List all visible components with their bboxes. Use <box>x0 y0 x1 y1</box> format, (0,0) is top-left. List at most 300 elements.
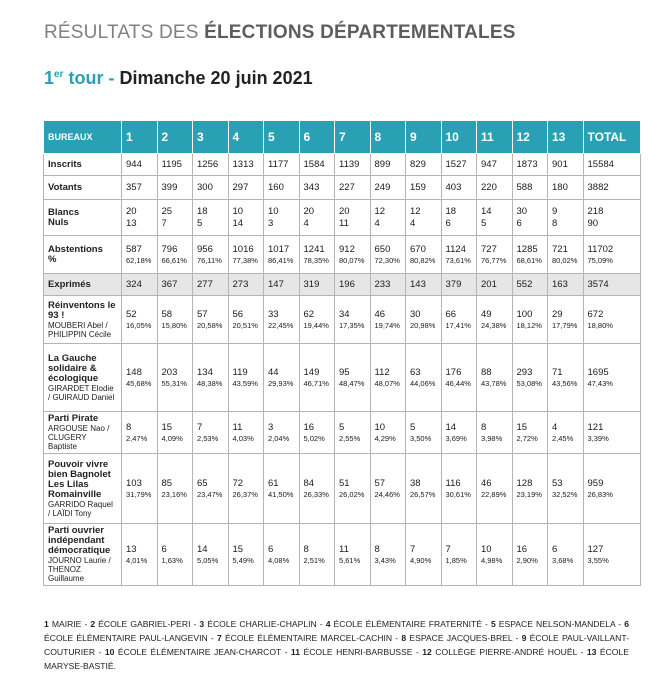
cell-percent: 24,38% <box>481 320 507 330</box>
cell-value: 672 <box>587 308 604 320</box>
cell-percent: 2,53% <box>197 433 219 443</box>
table-cell <box>193 176 229 200</box>
cell-value: 58 <box>161 308 173 320</box>
cell-value-secondary: 4 <box>303 217 309 229</box>
table-cell <box>228 296 264 344</box>
cell-percent: 26,02% <box>339 489 365 499</box>
table-cell <box>157 296 193 344</box>
cell-value-secondary: 3 <box>268 217 274 229</box>
table-cell <box>157 344 193 412</box>
table-cell <box>406 524 442 586</box>
tour-label: 1er tour - <box>44 68 115 88</box>
cell-percent: 19,74% <box>374 320 400 330</box>
cell-value: 1124 <box>445 243 466 255</box>
cell-value-secondary: 11 <box>339 217 349 229</box>
table-cell <box>548 200 584 236</box>
table-cell <box>441 412 477 454</box>
row-label-text: Abstentions <box>48 243 103 255</box>
cell-value: 399 <box>161 181 178 193</box>
table-cell <box>583 344 640 412</box>
cell-value-secondary: 6 <box>516 217 522 229</box>
table-row <box>44 236 641 274</box>
cell-percent: 66,61% <box>161 255 187 265</box>
cell-value: 233 <box>374 278 391 290</box>
cell-percent: 43,59% <box>232 378 258 388</box>
cell-value: 128 <box>516 477 533 489</box>
cell-value: 4 <box>552 421 558 433</box>
column-header-bureau: 13 <box>548 121 584 154</box>
cell-value: 163 <box>552 278 568 290</box>
table-cell <box>299 274 335 296</box>
cell-value: 7 <box>410 543 416 555</box>
cell-percent: 3,43% <box>374 555 396 565</box>
cell-value: 1256 <box>197 158 219 170</box>
cell-value: 33 <box>268 308 279 320</box>
cell-value: 14 <box>197 543 208 555</box>
cell-value: 34 <box>339 308 350 320</box>
table-cell <box>335 454 371 524</box>
table-cell <box>193 200 229 236</box>
row-label <box>44 524 122 586</box>
table-cell <box>477 274 513 296</box>
column-header-bureau: 9 <box>406 121 442 154</box>
cell-value: 273 <box>232 278 249 290</box>
cell-value: 912 <box>339 243 355 255</box>
cell-percent: 44,06% <box>410 378 436 388</box>
cell-percent: 4,08% <box>268 555 290 565</box>
cell-percent: 2,04% <box>268 433 290 443</box>
row-label-secondary: % <box>48 253 57 265</box>
cell-percent: 80,07% <box>339 255 365 265</box>
table-cell <box>583 176 640 200</box>
table-body <box>44 154 641 586</box>
cell-value: 3 <box>268 421 274 433</box>
table-cell <box>122 200 158 236</box>
table-cell <box>512 412 548 454</box>
cell-value: 72 <box>232 477 244 489</box>
legend-number: 3 <box>199 619 205 629</box>
table-cell <box>122 154 158 176</box>
row-label-text: Blancs <box>48 206 80 218</box>
table-cell <box>335 236 371 274</box>
table-cell <box>370 296 406 344</box>
column-header-bureau: 4 <box>228 121 264 154</box>
cell-value: 1527 <box>445 158 467 170</box>
cell-value: 103 <box>126 477 142 489</box>
cell-percent: 46,71% <box>303 378 329 388</box>
cell-percent: 5,49% <box>232 555 254 565</box>
table-cell <box>299 454 335 524</box>
cell-value: 30 <box>516 205 528 217</box>
table-cell <box>122 236 158 274</box>
table-cell <box>370 454 406 524</box>
table-row <box>44 524 641 586</box>
candidate-names: GARRIDO Raquel / LAÏDI Tony <box>48 499 113 518</box>
title-light: RÉSULTATS DES <box>44 22 199 43</box>
table-cell <box>370 274 406 296</box>
cell-value: 277 <box>197 278 213 290</box>
cell-percent: 86,41% <box>268 255 294 265</box>
legend-number: 4 <box>325 619 331 629</box>
table-cell <box>477 200 513 236</box>
cell-value: 11 <box>232 421 243 433</box>
table-cell <box>193 454 229 524</box>
cell-value: 8 <box>126 421 132 433</box>
table-cell <box>548 274 584 296</box>
row-label <box>44 344 122 412</box>
legend-number: 12 <box>422 647 432 657</box>
column-header-bureau: 2 <box>157 121 193 154</box>
cell-value: 180 <box>552 181 568 193</box>
cell-value: 1313 <box>232 158 254 170</box>
legend-number: 6 <box>624 619 629 629</box>
table-cell <box>193 236 229 274</box>
cell-value: 300 <box>197 181 213 193</box>
cell-percent: 17,35% <box>339 320 365 330</box>
table-cell <box>441 296 477 344</box>
row-label <box>44 176 122 200</box>
cell-value: 1241 <box>303 243 325 255</box>
table-cell <box>299 200 335 236</box>
table-cell <box>441 176 477 200</box>
cell-value: 670 <box>410 243 426 255</box>
cell-value: 148 <box>126 366 142 378</box>
cell-value: 15584 <box>587 158 614 170</box>
cell-percent: 20,58% <box>197 320 223 330</box>
cell-value: 14 <box>445 421 457 433</box>
cell-value-secondary: 14 <box>232 217 244 229</box>
table-cell <box>157 412 193 454</box>
cell-percent: 17,79% <box>552 320 578 330</box>
cell-value: 95 <box>339 366 350 378</box>
table-cell <box>228 176 264 200</box>
table-cell <box>228 454 264 524</box>
cell-percent: 48,07% <box>374 378 400 388</box>
table-cell <box>548 176 584 200</box>
table-cell <box>512 200 548 236</box>
table-cell <box>441 344 477 412</box>
table-row <box>44 344 641 412</box>
table-cell <box>583 236 640 274</box>
cell-value: 1139 <box>339 158 360 170</box>
cell-value-secondary: 5 <box>197 217 203 229</box>
legend-number: 1 <box>44 619 49 629</box>
cell-percent: 47,43% <box>587 378 613 388</box>
table-cell <box>228 524 264 586</box>
cell-percent: 80,02% <box>552 255 578 265</box>
table-cell <box>264 274 300 296</box>
table-cell <box>122 412 158 454</box>
row-label-text: Parti ouvrier indépendant démocratique <box>48 525 111 556</box>
cell-percent: 15,80% <box>161 320 187 330</box>
legend-station-name: ÉCOLE GABRIEL-PERI <box>98 619 191 629</box>
cell-value: 160 <box>268 181 284 193</box>
row-label-text: Exprimés <box>48 278 91 290</box>
table-cell <box>370 176 406 200</box>
cell-value: 3574 <box>587 278 609 290</box>
table-cell <box>157 454 193 524</box>
row-label-secondary: Nuls <box>48 216 69 228</box>
row-label-text: Votants <box>48 181 83 193</box>
cell-percent: 20,51% <box>232 320 258 330</box>
cell-percent: 5,61% <box>339 555 361 565</box>
legend-station-name: ÉCOLE CHARLIE-CHAPLIN <box>207 619 317 629</box>
cell-percent: 48,47% <box>339 378 365 388</box>
cell-value: 901 <box>552 158 568 170</box>
legend-station-name: COLLÈGE PIERRE-ANDRÉ HOUËL <box>435 647 578 657</box>
cell-percent: 48,38% <box>197 378 223 388</box>
cell-value: 134 <box>197 366 213 378</box>
cell-value: 7 <box>197 421 203 433</box>
cell-value: 10 <box>268 205 279 217</box>
legend-station-name: ÉCOLE HENRI-BARBUSSE <box>303 647 413 657</box>
cell-percent: 73,61% <box>445 255 471 265</box>
cell-value-secondary: 4 <box>374 217 380 229</box>
cell-percent: 45,68% <box>126 378 152 388</box>
cell-value: 249 <box>374 181 391 193</box>
table-cell <box>370 236 406 274</box>
table-cell <box>193 274 229 296</box>
cell-value: 1285 <box>516 243 538 255</box>
legend-number: 9 <box>521 633 527 643</box>
cell-value: 20 <box>339 205 350 217</box>
cell-value: 159 <box>410 181 426 193</box>
table-cell <box>264 412 300 454</box>
cell-value: 16 <box>303 421 315 433</box>
column-header-bureau: 10 <box>441 121 477 154</box>
cell-value: 1584 <box>303 158 325 170</box>
cell-value: 218 <box>587 205 604 217</box>
legend-station-name: MAIRIE <box>51 619 82 629</box>
cell-percent: 26,33% <box>303 489 329 499</box>
cell-percent: 2,47% <box>126 433 148 443</box>
cell-value: 956 <box>197 243 213 255</box>
table-cell <box>548 524 584 586</box>
cell-percent: 62,18% <box>126 255 152 265</box>
table-cell <box>512 454 548 524</box>
table-cell <box>264 296 300 344</box>
cell-value: 1195 <box>161 158 182 170</box>
cell-percent: 75,09% <box>587 255 613 265</box>
table-cell <box>335 524 371 586</box>
table-cell <box>583 454 640 524</box>
table-cell <box>299 296 335 344</box>
candidate-names: ARGOUSE Nao / CLUGERY Baptiste <box>48 424 110 451</box>
column-header-bureau: 11 <box>477 121 513 154</box>
cell-value: 227 <box>339 181 355 193</box>
table-cell <box>512 154 548 176</box>
cell-value: 1873 <box>516 158 538 170</box>
table-cell <box>299 344 335 412</box>
cell-value: 319 <box>303 278 320 290</box>
table-cell <box>157 200 193 236</box>
table-cell <box>441 524 477 586</box>
table-cell <box>264 200 300 236</box>
cell-value: 57 <box>374 477 386 489</box>
cell-percent: 4,29% <box>374 433 396 443</box>
legend-station-name: ÉCOLE MARYSE-BASTIÉ. <box>44 647 629 671</box>
cell-percent: 76,77% <box>481 255 507 265</box>
cell-percent: 3,69% <box>445 433 467 443</box>
cell-value: 121 <box>587 421 604 433</box>
cell-value: 220 <box>481 181 497 193</box>
table-cell <box>406 200 442 236</box>
table-cell <box>335 296 371 344</box>
table-cell <box>157 274 193 296</box>
cell-value: 587 <box>126 243 142 255</box>
cell-percent: 53,08% <box>516 378 542 388</box>
table-cell <box>122 274 158 296</box>
candidate-names: JOURNO Laurie / THENOZ Guillaume <box>48 556 111 583</box>
column-header-bureau: 8 <box>370 121 406 154</box>
cell-value: 15 <box>232 543 244 555</box>
legend-number: 7 <box>216 633 222 643</box>
cell-value: 7 <box>445 543 451 555</box>
cell-percent: 4,90% <box>410 555 432 565</box>
cell-percent: 3,98% <box>481 433 503 443</box>
table-row <box>44 200 641 236</box>
cell-percent: 18,80% <box>587 320 613 330</box>
table-cell <box>157 524 193 586</box>
table-cell <box>406 176 442 200</box>
cell-value: 6 <box>268 543 274 555</box>
candidate-names: MOUBERI Abel / PHILIPPIN Cécile <box>48 320 112 339</box>
cell-value: 63 <box>410 366 421 378</box>
cell-value: 18 <box>197 205 208 217</box>
cell-value: 15 <box>161 421 173 433</box>
table-cell <box>193 344 229 412</box>
table-cell <box>441 454 477 524</box>
cell-value: 6 <box>552 543 558 555</box>
legend-number: 2 <box>90 619 96 629</box>
cell-value: 127 <box>587 543 604 555</box>
cell-value: 203 <box>161 366 178 378</box>
cell-percent: 3,39% <box>587 433 609 443</box>
cell-value: 13 <box>126 543 137 555</box>
table-cell <box>512 344 548 412</box>
cell-value: 56 <box>232 308 244 320</box>
cell-value: 112 <box>374 366 390 378</box>
cell-value: 403 <box>445 181 462 193</box>
table-cell <box>548 154 584 176</box>
cell-percent: 4,03% <box>232 433 254 443</box>
cell-percent: 2,55% <box>339 433 361 443</box>
cell-percent: 32,52% <box>552 489 578 499</box>
table-cell <box>441 200 477 236</box>
cell-value: 84 <box>303 477 315 489</box>
table-cell <box>122 454 158 524</box>
cell-value: 201 <box>481 278 497 290</box>
cell-value: 11702 <box>587 243 614 255</box>
page-title <box>44 22 516 44</box>
table-cell <box>477 154 513 176</box>
table-cell <box>370 344 406 412</box>
cell-value: 51 <box>339 477 350 489</box>
cell-value: 11 <box>339 543 349 555</box>
table-cell <box>122 344 158 412</box>
cell-value: 18 <box>445 205 457 217</box>
cell-percent: 78,35% <box>303 255 329 265</box>
cell-value: 8 <box>481 421 487 433</box>
cell-value: 324 <box>126 278 142 290</box>
cell-value: 20 <box>126 205 137 217</box>
cell-value: 552 <box>516 278 533 290</box>
cell-percent: 29,93% <box>268 378 294 388</box>
table-cell <box>228 274 264 296</box>
cell-value: 52 <box>126 308 137 320</box>
table-cell <box>299 154 335 176</box>
cell-value: 29 <box>552 308 563 320</box>
cell-percent: 80,82% <box>410 255 436 265</box>
cell-value: 1695 <box>587 366 609 378</box>
table-cell <box>299 412 335 454</box>
results-table <box>43 120 641 586</box>
table-cell <box>122 296 158 344</box>
table-cell <box>335 154 371 176</box>
table-row <box>44 412 641 454</box>
column-header-bureau: 1 <box>122 121 158 154</box>
cell-value-secondary: 6 <box>445 217 451 229</box>
cell-value: 30 <box>410 308 421 320</box>
table-cell <box>583 200 640 236</box>
table-cell <box>228 154 264 176</box>
row-label-text: Parti Pirate <box>48 413 99 424</box>
cell-value: 147 <box>268 278 284 290</box>
cell-value: 9 <box>552 205 558 217</box>
cell-percent: 23,16% <box>161 489 187 499</box>
column-header-bureau: 12 <box>512 121 548 154</box>
table-cell <box>548 344 584 412</box>
cell-value: 5 <box>339 421 345 433</box>
column-header-bureau: 6 <box>299 121 335 154</box>
cell-percent: 2,51% <box>303 555 325 565</box>
table-cell <box>477 344 513 412</box>
table-cell <box>512 176 548 200</box>
table-cell <box>264 454 300 524</box>
cell-value: 379 <box>445 278 462 290</box>
table-cell <box>370 200 406 236</box>
legend-station-name: ESPACE NELSON-MANDELA <box>498 619 616 629</box>
cell-value-secondary: 8 <box>552 217 558 229</box>
table-cell <box>228 344 264 412</box>
legend-number: 8 <box>401 633 407 643</box>
legend-number: 10 <box>104 647 115 657</box>
cell-percent: 76,11% <box>197 255 222 265</box>
cell-value: 66 <box>445 308 457 320</box>
cell-percent: 43,56% <box>552 378 578 388</box>
cell-value: 100 <box>516 308 533 320</box>
table-cell <box>299 236 335 274</box>
table-cell <box>370 524 406 586</box>
cell-value: 176 <box>445 366 462 378</box>
cell-percent: 1,85% <box>445 555 467 565</box>
table-cell <box>193 412 229 454</box>
row-label-text: Pouvoir vivre bien Bagnolet Les Lilas Romainville <box>48 458 111 500</box>
table-cell <box>406 274 442 296</box>
table-cell <box>299 176 335 200</box>
table-header-row <box>44 121 641 154</box>
cell-percent: 24,46% <box>374 489 400 499</box>
cell-value-secondary: 4 <box>410 217 416 229</box>
cell-value: 8 <box>374 543 380 555</box>
cell-percent: 2,90% <box>516 555 538 565</box>
table-row <box>44 296 641 344</box>
cell-value: 650 <box>374 243 391 255</box>
cell-percent: 5,05% <box>197 555 219 565</box>
table-cell <box>122 524 158 586</box>
row-label <box>44 412 122 454</box>
cell-percent: 4,09% <box>161 433 183 443</box>
